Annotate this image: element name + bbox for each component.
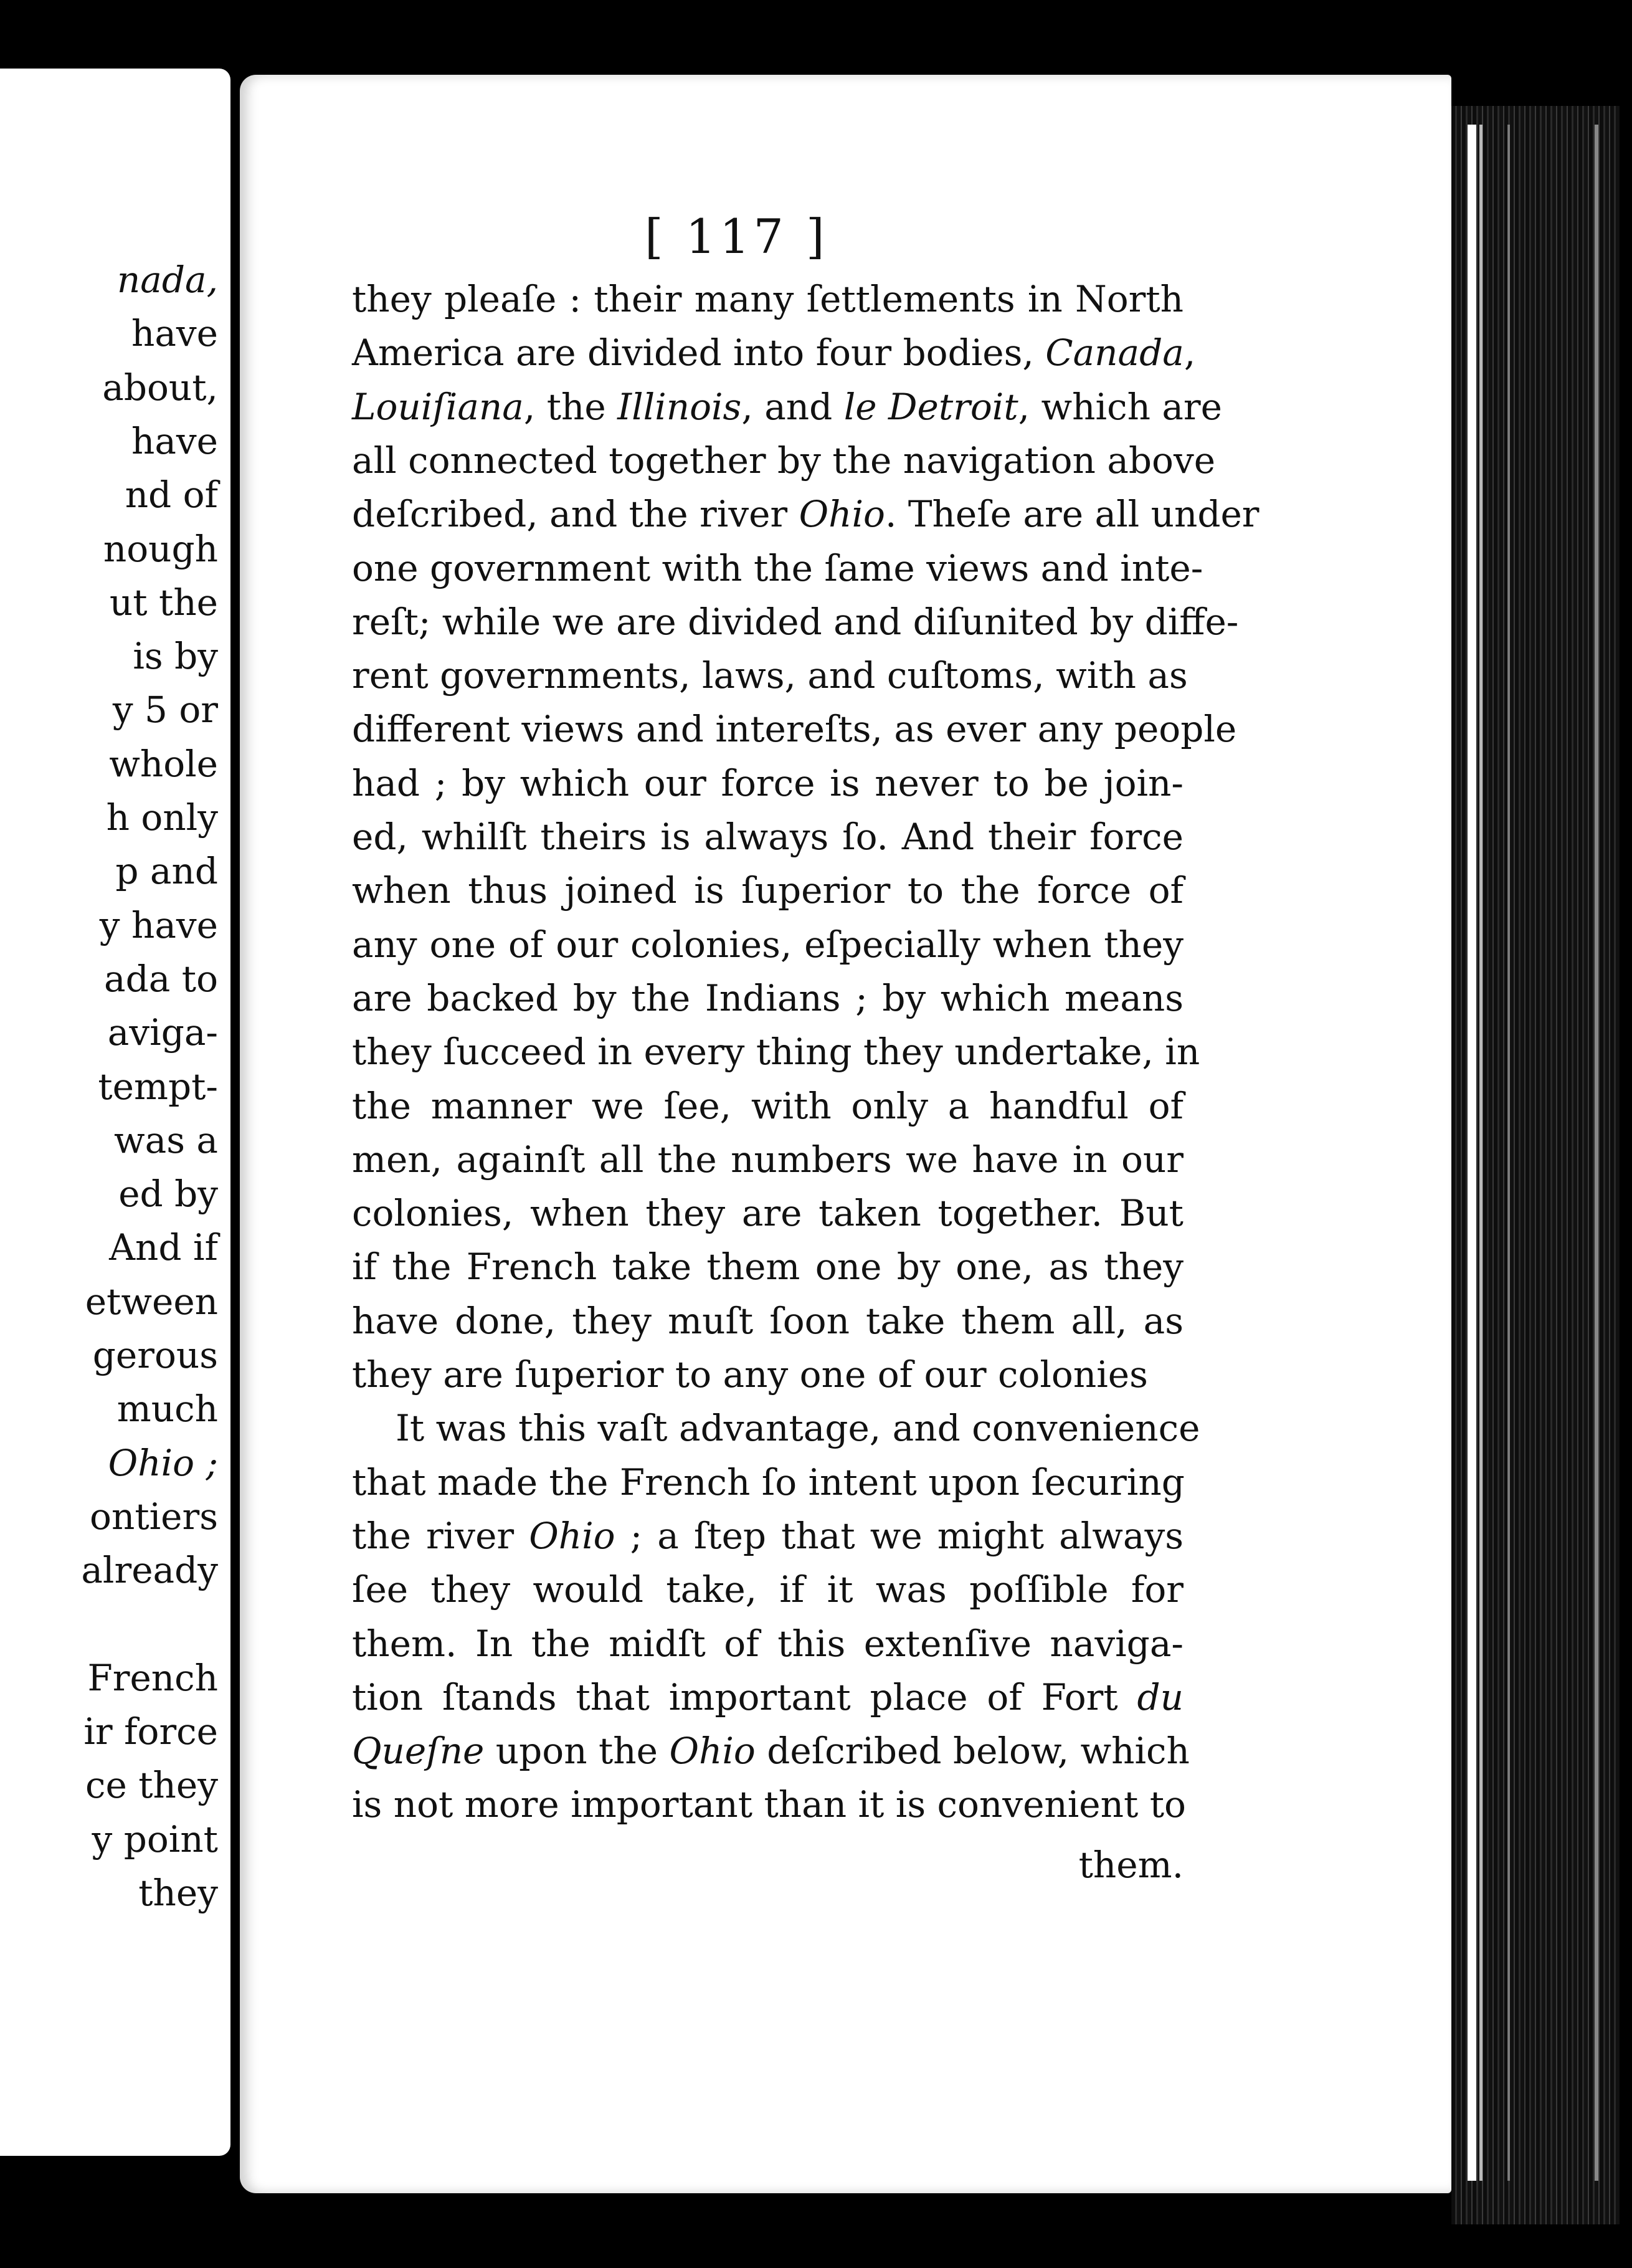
left-page-fragment: already <box>81 1549 218 1592</box>
left-page-fragment: ir force <box>83 1710 218 1753</box>
left-page-fragment: p and <box>115 850 218 893</box>
left-page-fragment: y 5 or <box>112 688 218 731</box>
text-line <box>352 1726 1190 1776</box>
text-run: the river <box>352 1514 529 1557</box>
left-page-fragment: nada, <box>116 259 218 301</box>
left-page <box>0 69 230 2156</box>
text-run: deſcribed below, which <box>755 1730 1190 1773</box>
text-line <box>352 1511 1184 1561</box>
left-page-fragment: ed by <box>118 1173 218 1216</box>
text-line <box>352 1780 1184 1829</box>
text-line <box>352 1350 1148 1399</box>
text-run: tion ſtands that important place of Fort <box>352 1675 1137 1718</box>
text-line <box>352 1135 1184 1184</box>
page-edge-highlight <box>1595 125 1598 2181</box>
italic-run: Queſne <box>352 1730 485 1773</box>
italic-run: le Detroit <box>843 385 1018 428</box>
text-line <box>352 812 1184 862</box>
text-run: . Theſe are all under <box>885 493 1260 536</box>
text-run: they ſucceed in every thing they undertake, in <box>352 1031 1200 1074</box>
page-edge-highlight <box>1479 125 1483 2181</box>
text-run: deſcribed, and the river <box>352 493 799 536</box>
text-run: , which are <box>1018 385 1222 428</box>
text-run: if the French take them one by one, as they <box>352 1246 1184 1289</box>
text-run: them. In the midſt of this extenſive naviga- <box>352 1622 1184 1665</box>
catchword <box>1079 1840 1184 1890</box>
italic-run: Louiſiana <box>352 385 524 428</box>
text-run: them. <box>1078 1843 1184 1886</box>
text-line <box>352 1027 1200 1077</box>
left-page-fragment: have <box>131 419 218 462</box>
left-page-fragment: ce they <box>85 1764 218 1807</box>
text-line <box>352 1619 1184 1669</box>
text-run: all connected together by the navigation above <box>352 439 1216 482</box>
text-run: ed, whilſt theirs is always ſo. And their force <box>352 816 1184 858</box>
text-run: is not more important than it is convenient to <box>352 1783 1186 1826</box>
italic-run: Ohio <box>799 493 885 536</box>
text-run: It was this vaſt advantage, and convenience <box>396 1407 1200 1450</box>
text-line <box>352 1457 1184 1507</box>
text-run: ſee they would take, if it was poſſible for <box>352 1568 1184 1611</box>
text-run: they pleaſe : their many ſettlements in North <box>352 278 1184 320</box>
italic-run: Canada <box>1045 331 1184 374</box>
text-run: when thus joined is ſuperior to the force of <box>352 869 1184 912</box>
left-page-fragment: Ohio ; <box>108 1441 218 1484</box>
left-page-fragment: have <box>131 312 218 355</box>
left-page-fragment: y point <box>92 1818 218 1861</box>
left-page-fragment: whole <box>109 742 218 785</box>
text-line <box>352 1296 1184 1346</box>
text-line <box>352 597 1239 647</box>
left-page-fragment: ut the <box>109 581 218 624</box>
left-page-fragment: nd of <box>125 474 218 517</box>
left-page-fragment: y have <box>99 903 218 946</box>
text-line <box>352 328 1196 378</box>
left-page-fragment: aviga- <box>107 1011 218 1054</box>
text-line <box>352 650 1188 700</box>
text-line <box>352 1188 1184 1238</box>
text-run: one government with the ſame views and inte- <box>352 546 1203 589</box>
text-run: different views and intereſts, as ever any people <box>352 708 1237 751</box>
text-run: any one of our colonies, eſpecially when they <box>352 923 1184 966</box>
text-run: ; a ſtep that we might always <box>615 1514 1184 1557</box>
text-line <box>352 758 1184 808</box>
italic-run: Ohio <box>529 1514 615 1557</box>
text-line <box>352 920 1184 970</box>
text-line <box>352 704 1237 754</box>
text-run: have done, they muſt ſoon take them all, as <box>352 1299 1184 1342</box>
text-run: upon the <box>484 1730 670 1773</box>
left-page-fragment: was a <box>113 1118 218 1161</box>
text-line <box>352 274 1184 324</box>
italic-run: Ohio <box>669 1730 756 1773</box>
left-page-fragment: ada to <box>104 957 218 1000</box>
text-run: colonies, when they are taken together. But <box>352 1192 1184 1235</box>
text-line <box>396 1403 1200 1453</box>
left-page-fragment: tempt- <box>98 1065 218 1108</box>
text-run: , and <box>741 385 844 428</box>
text-run: , the <box>523 385 618 428</box>
text-run: America are divided into four bodies, <box>352 331 1046 374</box>
text-line <box>352 1081 1184 1131</box>
left-page-fragment: they <box>138 1872 218 1914</box>
page-edge-highlight <box>1507 125 1510 2181</box>
text-line <box>352 436 1216 485</box>
page-number: [ 117 ] <box>645 209 828 264</box>
text-run: the manner we ſee, with only a handful of <box>352 1084 1184 1127</box>
text-run: reſt; while we are divided and diſunited by diffe- <box>352 600 1239 643</box>
text-line <box>352 382 1222 432</box>
text-run: men, againſt all the numbers we have in our <box>352 1138 1184 1181</box>
left-page-fragment: about, <box>102 366 218 409</box>
text-line <box>352 865 1184 915</box>
left-page-fragment: ontiers <box>90 1495 218 1538</box>
text-run: had ; by which our force is never to be join- <box>352 761 1184 804</box>
text-run: rent governments, laws, and cuſtoms, with as <box>352 654 1188 697</box>
text-line <box>352 543 1203 593</box>
text-line <box>352 1672 1184 1722</box>
left-page-fragment: nough <box>103 527 218 570</box>
left-page-fragment: gerous <box>92 1334 218 1376</box>
left-page-fragment: h only <box>106 796 218 839</box>
text-line <box>352 489 1260 539</box>
left-page-fragment: And if <box>109 1226 218 1269</box>
page-edge-highlight <box>1468 125 1476 2181</box>
text-line <box>352 973 1184 1023</box>
text-run: they are ſuperior to any one of our colonies <box>352 1353 1148 1396</box>
italic-run: du <box>1137 1675 1184 1718</box>
text-run: that made the French ſo intent upon ſecuring <box>352 1460 1185 1503</box>
left-page-fragment: is by <box>133 635 218 678</box>
text-run: are backed by the Indians ; by which means <box>352 976 1184 1019</box>
italic-run: Illinois <box>617 385 742 428</box>
left-page-fragment: French <box>87 1656 218 1699</box>
text-run: , <box>1184 331 1196 374</box>
text-line <box>352 1242 1184 1292</box>
left-page-fragment: etween <box>85 1280 218 1323</box>
left-page-fragment: much <box>116 1388 218 1431</box>
text-line <box>352 1565 1184 1614</box>
